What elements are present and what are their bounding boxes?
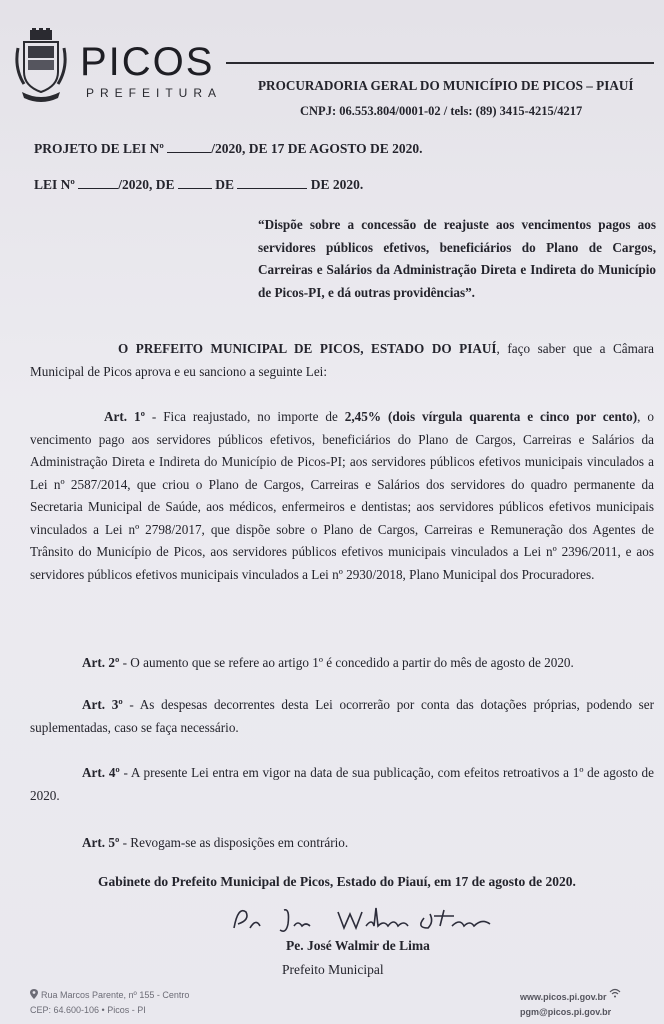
bill-number-line	[34, 140, 423, 157]
preamble-text: , faço saber que a Câmara Municipal de Picos aprova e eu sanciono a seguinte Lei:	[30, 341, 654, 379]
header-divider	[226, 62, 654, 64]
law-summary: “Dispõe sobre a concessão de reajuste aos vencimentos pagos aos servidores públicos efetivos, beneficiários do Plano de Cargos, Carreiras e Salários da Administração Direta e Indireta do Município de Picos-PI, e dá outras providências”.	[258, 217, 656, 300]
article-5-text: - Revogam-se as disposições em contrário.	[119, 835, 349, 850]
footer-email[interactable]: pgm@picos.pi.gov.br	[520, 1007, 612, 1017]
article-1-text-a: - Fica reajustado, no importe de	[144, 409, 345, 424]
article-5-label: Art. 5º	[82, 835, 120, 850]
office-contact: CNPJ: 06.553.804/0001-02 / tels: (89) 3415-4215/4217	[300, 104, 583, 118]
footer-web	[520, 988, 621, 1020]
law-day-blank	[178, 176, 212, 189]
coat-of-arms-icon	[14, 28, 68, 106]
law-mid1: /2020, DE	[118, 177, 175, 192]
article-3	[30, 694, 654, 739]
signer-name: Pe. José Walmir de Lima	[286, 938, 430, 953]
bill-number-blank	[167, 140, 211, 153]
article-4-label: Art. 4º	[82, 765, 120, 780]
law-mid2: DE	[215, 177, 234, 192]
preamble	[30, 338, 654, 383]
bill-suffix: /2020, DE 17 DE AGOSTO DE 2020.	[211, 141, 423, 156]
footer-address-line-2	[30, 1003, 189, 1018]
law-number-line	[34, 176, 363, 193]
law-month-blank	[237, 176, 307, 189]
article-4-text: - A presente Lei entra em vigor na data de sua publicação, com efeitos retroativos a 1º de agosto de 2020.	[30, 765, 654, 803]
article-2-text: - O aumento que se refere ao artigo 1º é concedido a partir do mês de agosto de 2020.	[119, 655, 574, 670]
office-title: PROCURADORIA GERAL DO MUNICÍPIO DE PICOS – PIAUÍ	[258, 78, 634, 93]
footer-address	[30, 988, 189, 1018]
closing-line: Gabinete do Prefeito Municipal de Picos, Estado do Piauí, em 17 de agosto de 2020.	[98, 874, 576, 889]
article-1-label: Art. 1º	[104, 409, 145, 424]
article-2-label: Art. 2º	[82, 655, 120, 670]
article-1-rate: 2,45% (dois vírgula quarenta e cinco por cento)	[344, 409, 638, 424]
footer-address-text-2: CEP: 64.600-106 • Picos - PI	[30, 1005, 146, 1015]
location-pin-icon	[30, 989, 38, 999]
signer-role: Prefeito Municipal	[282, 962, 384, 977]
footer-website-line	[520, 988, 621, 1005]
preamble-bold: O PREFEITO MUNICIPAL DE PICOS, ESTADO DO PIAUÍ	[118, 341, 497, 356]
article-5	[30, 832, 654, 855]
article-2	[30, 652, 654, 675]
brand-name: PICOS	[80, 40, 215, 84]
footer-website[interactable]: www.picos.pi.gov.br	[520, 992, 607, 1002]
law-number-blank	[78, 176, 118, 189]
law-suffix: DE 2020.	[310, 177, 364, 192]
footer-address-text-1: Rua Marcos Parente, nº 155 - Centro	[41, 990, 190, 1000]
article-3-text: - As despesas decorrentes desta Lei ocorrerão por conta das dotações próprias, podendo ser suplementadas, caso se faça necessário.	[30, 697, 655, 735]
article-1	[30, 406, 654, 586]
article-4	[30, 762, 654, 807]
footer-address-line-1	[30, 988, 189, 1003]
brand-subtitle: PREFEITURA	[86, 86, 223, 100]
wifi-icon	[609, 988, 621, 998]
bill-prefix: PROJETO DE LEI Nº	[34, 141, 164, 156]
article-3-label: Art. 3º	[82, 697, 123, 712]
footer-email-line	[520, 1005, 621, 1020]
article-1-text-b: , o vencimento pago aos servidores públicos efetivos, beneficiários do Plano de Cargos, Carreiras e Salários da Administração Direta e Indireta do Município de Picos-PI; aos servidores públicos efetivos municipais vinculados a Lei nº 2587/2014, que criou o Plano de Cargos, Carreiras e Salários dos servidores do quadro permanente da Secretaria Municipal de Saúde, aos médicos, enfermeiros e dentistas; aos servidores públicos efetivos municipais vinculados a Lei nº 2798/2017, que dispõe sobre o Plano de Cargos, Carreiras e Remuneração dos Agentes de Trânsito do Município de Picos, aos servidores públicos efetivos municipais vinculados a Lei nº 2396/2011, e aos servidores públicos efetivos municipais vinculados a Lei nº 2930/2018, Plano Municipal dos Procuradores.	[30, 409, 654, 582]
law-prefix: LEI Nº	[34, 177, 75, 192]
